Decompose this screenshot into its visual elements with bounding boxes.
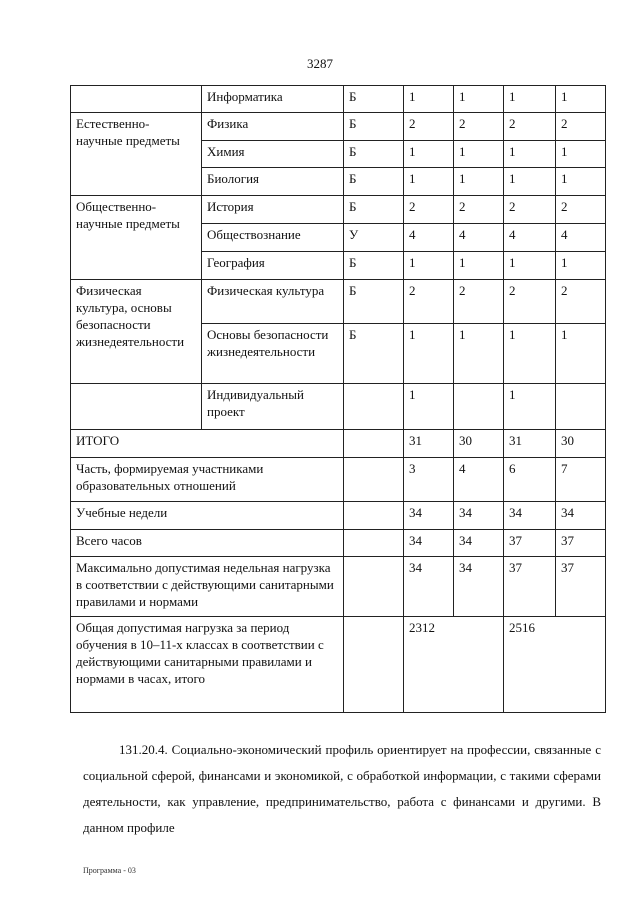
subject-level: Б bbox=[344, 86, 404, 113]
hours-cell: 7 bbox=[556, 458, 606, 502]
subject-name: География bbox=[202, 252, 344, 280]
hours-cell: 31 bbox=[404, 430, 454, 458]
hours-cell: 6 bbox=[504, 458, 556, 502]
hours-cell: 1 bbox=[404, 86, 454, 113]
hours-cell: 4 bbox=[454, 224, 504, 252]
page-number: 3287 bbox=[307, 56, 333, 71]
empty-cell bbox=[344, 557, 404, 617]
summary-row bbox=[71, 458, 606, 502]
empty-cell bbox=[344, 458, 404, 502]
subject-name: Обществознание bbox=[202, 224, 344, 252]
hours-cell: 37 bbox=[556, 557, 606, 617]
total-hours-cell: 2312 bbox=[404, 617, 504, 713]
table-row bbox=[71, 280, 606, 324]
hours-cell: 3 bbox=[404, 458, 454, 502]
hours-cell: 1 bbox=[404, 252, 454, 280]
subject-level: Б bbox=[344, 113, 404, 141]
hours-cell: 1 bbox=[556, 168, 606, 196]
subject-level: Б bbox=[344, 141, 404, 168]
hours-cell: 34 bbox=[504, 502, 556, 530]
empty-cell bbox=[344, 430, 404, 458]
hours-cell: 4 bbox=[556, 224, 606, 252]
summary-row bbox=[71, 557, 606, 617]
hours-cell: 2 bbox=[454, 280, 504, 324]
hours-cell: 2 bbox=[454, 196, 504, 224]
hours-cell: 1 bbox=[556, 141, 606, 168]
hours-cell: 2 bbox=[454, 113, 504, 141]
total-label: Общая допустимая нагрузка за период обучения в 10–11-х классах в соответствии с действующими санитарными правилами и нормами в часах, итого bbox=[71, 617, 344, 713]
body-paragraph: 131.20.4. Социально-экономический профиль ориентирует на профессии, связанные с социальной сферой, финансами и экономикой, с обработкой информации, с такими сферами деятельности, как управление, предпринимательство, работа с финансами и другими. В данном профиле bbox=[83, 742, 601, 835]
hours-cell bbox=[556, 384, 606, 430]
empty-cell bbox=[344, 530, 404, 557]
hours-cell: 2 bbox=[556, 280, 606, 324]
subject-level: Б bbox=[344, 324, 404, 384]
hours-cell: 2 bbox=[504, 196, 556, 224]
hours-cell: 1 bbox=[504, 252, 556, 280]
summary-row bbox=[71, 530, 606, 557]
hours-cell: 2 bbox=[504, 280, 556, 324]
table-row bbox=[71, 86, 606, 113]
hours-cell: 1 bbox=[404, 168, 454, 196]
table-row bbox=[71, 113, 606, 141]
table-row bbox=[71, 196, 606, 224]
hours-cell: 37 bbox=[504, 557, 556, 617]
hours-cell: 30 bbox=[454, 430, 504, 458]
subject-area-cell bbox=[71, 384, 202, 430]
hours-cell: 1 bbox=[404, 384, 454, 430]
hours-cell: 34 bbox=[454, 530, 504, 557]
hours-cell: 1 bbox=[556, 252, 606, 280]
summary-label: ИТОГО bbox=[71, 430, 344, 458]
table-row bbox=[71, 384, 606, 430]
hours-cell: 4 bbox=[504, 224, 556, 252]
empty-cell bbox=[344, 502, 404, 530]
hours-cell: 34 bbox=[556, 502, 606, 530]
hours-cell: 1 bbox=[504, 324, 556, 384]
subject-level: Б bbox=[344, 252, 404, 280]
summary-label: Всего часов bbox=[71, 530, 344, 557]
hours-cell: 30 bbox=[556, 430, 606, 458]
hours-cell: 1 bbox=[454, 168, 504, 196]
hours-cell: 1 bbox=[454, 86, 504, 113]
hours-cell: 34 bbox=[404, 530, 454, 557]
subject-level: Б bbox=[344, 280, 404, 324]
subject-name: Основы безопасности жизнедеятельности bbox=[202, 324, 344, 384]
hours-cell: 4 bbox=[404, 224, 454, 252]
hours-cell: 34 bbox=[454, 502, 504, 530]
hours-cell: 34 bbox=[454, 557, 504, 617]
hours-cell: 2 bbox=[556, 113, 606, 141]
subject-level: У bbox=[344, 224, 404, 252]
summary-row bbox=[71, 430, 606, 458]
hours-cell: 2 bbox=[404, 280, 454, 324]
subject-name: Индивидуальный проект bbox=[202, 384, 344, 430]
empty-cell bbox=[344, 617, 404, 713]
hours-cell: 1 bbox=[454, 252, 504, 280]
hours-cell: 1 bbox=[454, 324, 504, 384]
curriculum-table bbox=[70, 85, 606, 713]
hours-cell bbox=[454, 384, 504, 430]
subject-area-name: Общественно-научные предметы bbox=[71, 196, 202, 280]
hours-cell: 1 bbox=[556, 86, 606, 113]
hours-cell: 37 bbox=[556, 530, 606, 557]
summary-label: Часть, формируемая участниками образовательных отношений bbox=[71, 458, 344, 502]
summary-row bbox=[71, 502, 606, 530]
summary-label: Учебные недели bbox=[71, 502, 344, 530]
hours-cell: 1 bbox=[504, 141, 556, 168]
total-row bbox=[71, 617, 606, 713]
total-hours-cell: 2516 bbox=[504, 617, 606, 713]
subject-area-cell bbox=[71, 86, 202, 113]
summary-label: Максимально допустимая недельная нагрузка в соответствии с действующими санитарными правилами и нормами bbox=[71, 557, 344, 617]
subject-name: Информатика bbox=[202, 86, 344, 113]
subject-name: История bbox=[202, 196, 344, 224]
hours-cell: 1 bbox=[504, 168, 556, 196]
hours-cell: 1 bbox=[404, 141, 454, 168]
subject-level bbox=[344, 384, 404, 430]
subject-area-name: Естественно-научные предметы bbox=[71, 113, 202, 196]
hours-cell: 2 bbox=[556, 196, 606, 224]
hours-cell: 1 bbox=[504, 86, 556, 113]
subject-name: Физика bbox=[202, 113, 344, 141]
hours-cell: 34 bbox=[404, 557, 454, 617]
hours-cell: 2 bbox=[504, 113, 556, 141]
subject-area-name: Физическая культура, основы безопасности жизнедеятельности bbox=[71, 280, 202, 384]
hours-cell: 1 bbox=[504, 384, 556, 430]
subject-level: Б bbox=[344, 196, 404, 224]
hours-cell: 2 bbox=[404, 113, 454, 141]
hours-cell: 37 bbox=[504, 530, 556, 557]
hours-cell: 1 bbox=[556, 324, 606, 384]
hours-cell: 34 bbox=[404, 502, 454, 530]
hours-cell: 4 bbox=[454, 458, 504, 502]
subject-name: Биология bbox=[202, 168, 344, 196]
footer-note: Программа - 03 bbox=[83, 866, 136, 875]
hours-cell: 2 bbox=[404, 196, 454, 224]
hours-cell: 31 bbox=[504, 430, 556, 458]
subject-name: Химия bbox=[202, 141, 344, 168]
hours-cell: 1 bbox=[404, 324, 454, 384]
subject-name: Физическая культура bbox=[202, 280, 344, 324]
hours-cell: 1 bbox=[454, 141, 504, 168]
subject-level: Б bbox=[344, 168, 404, 196]
